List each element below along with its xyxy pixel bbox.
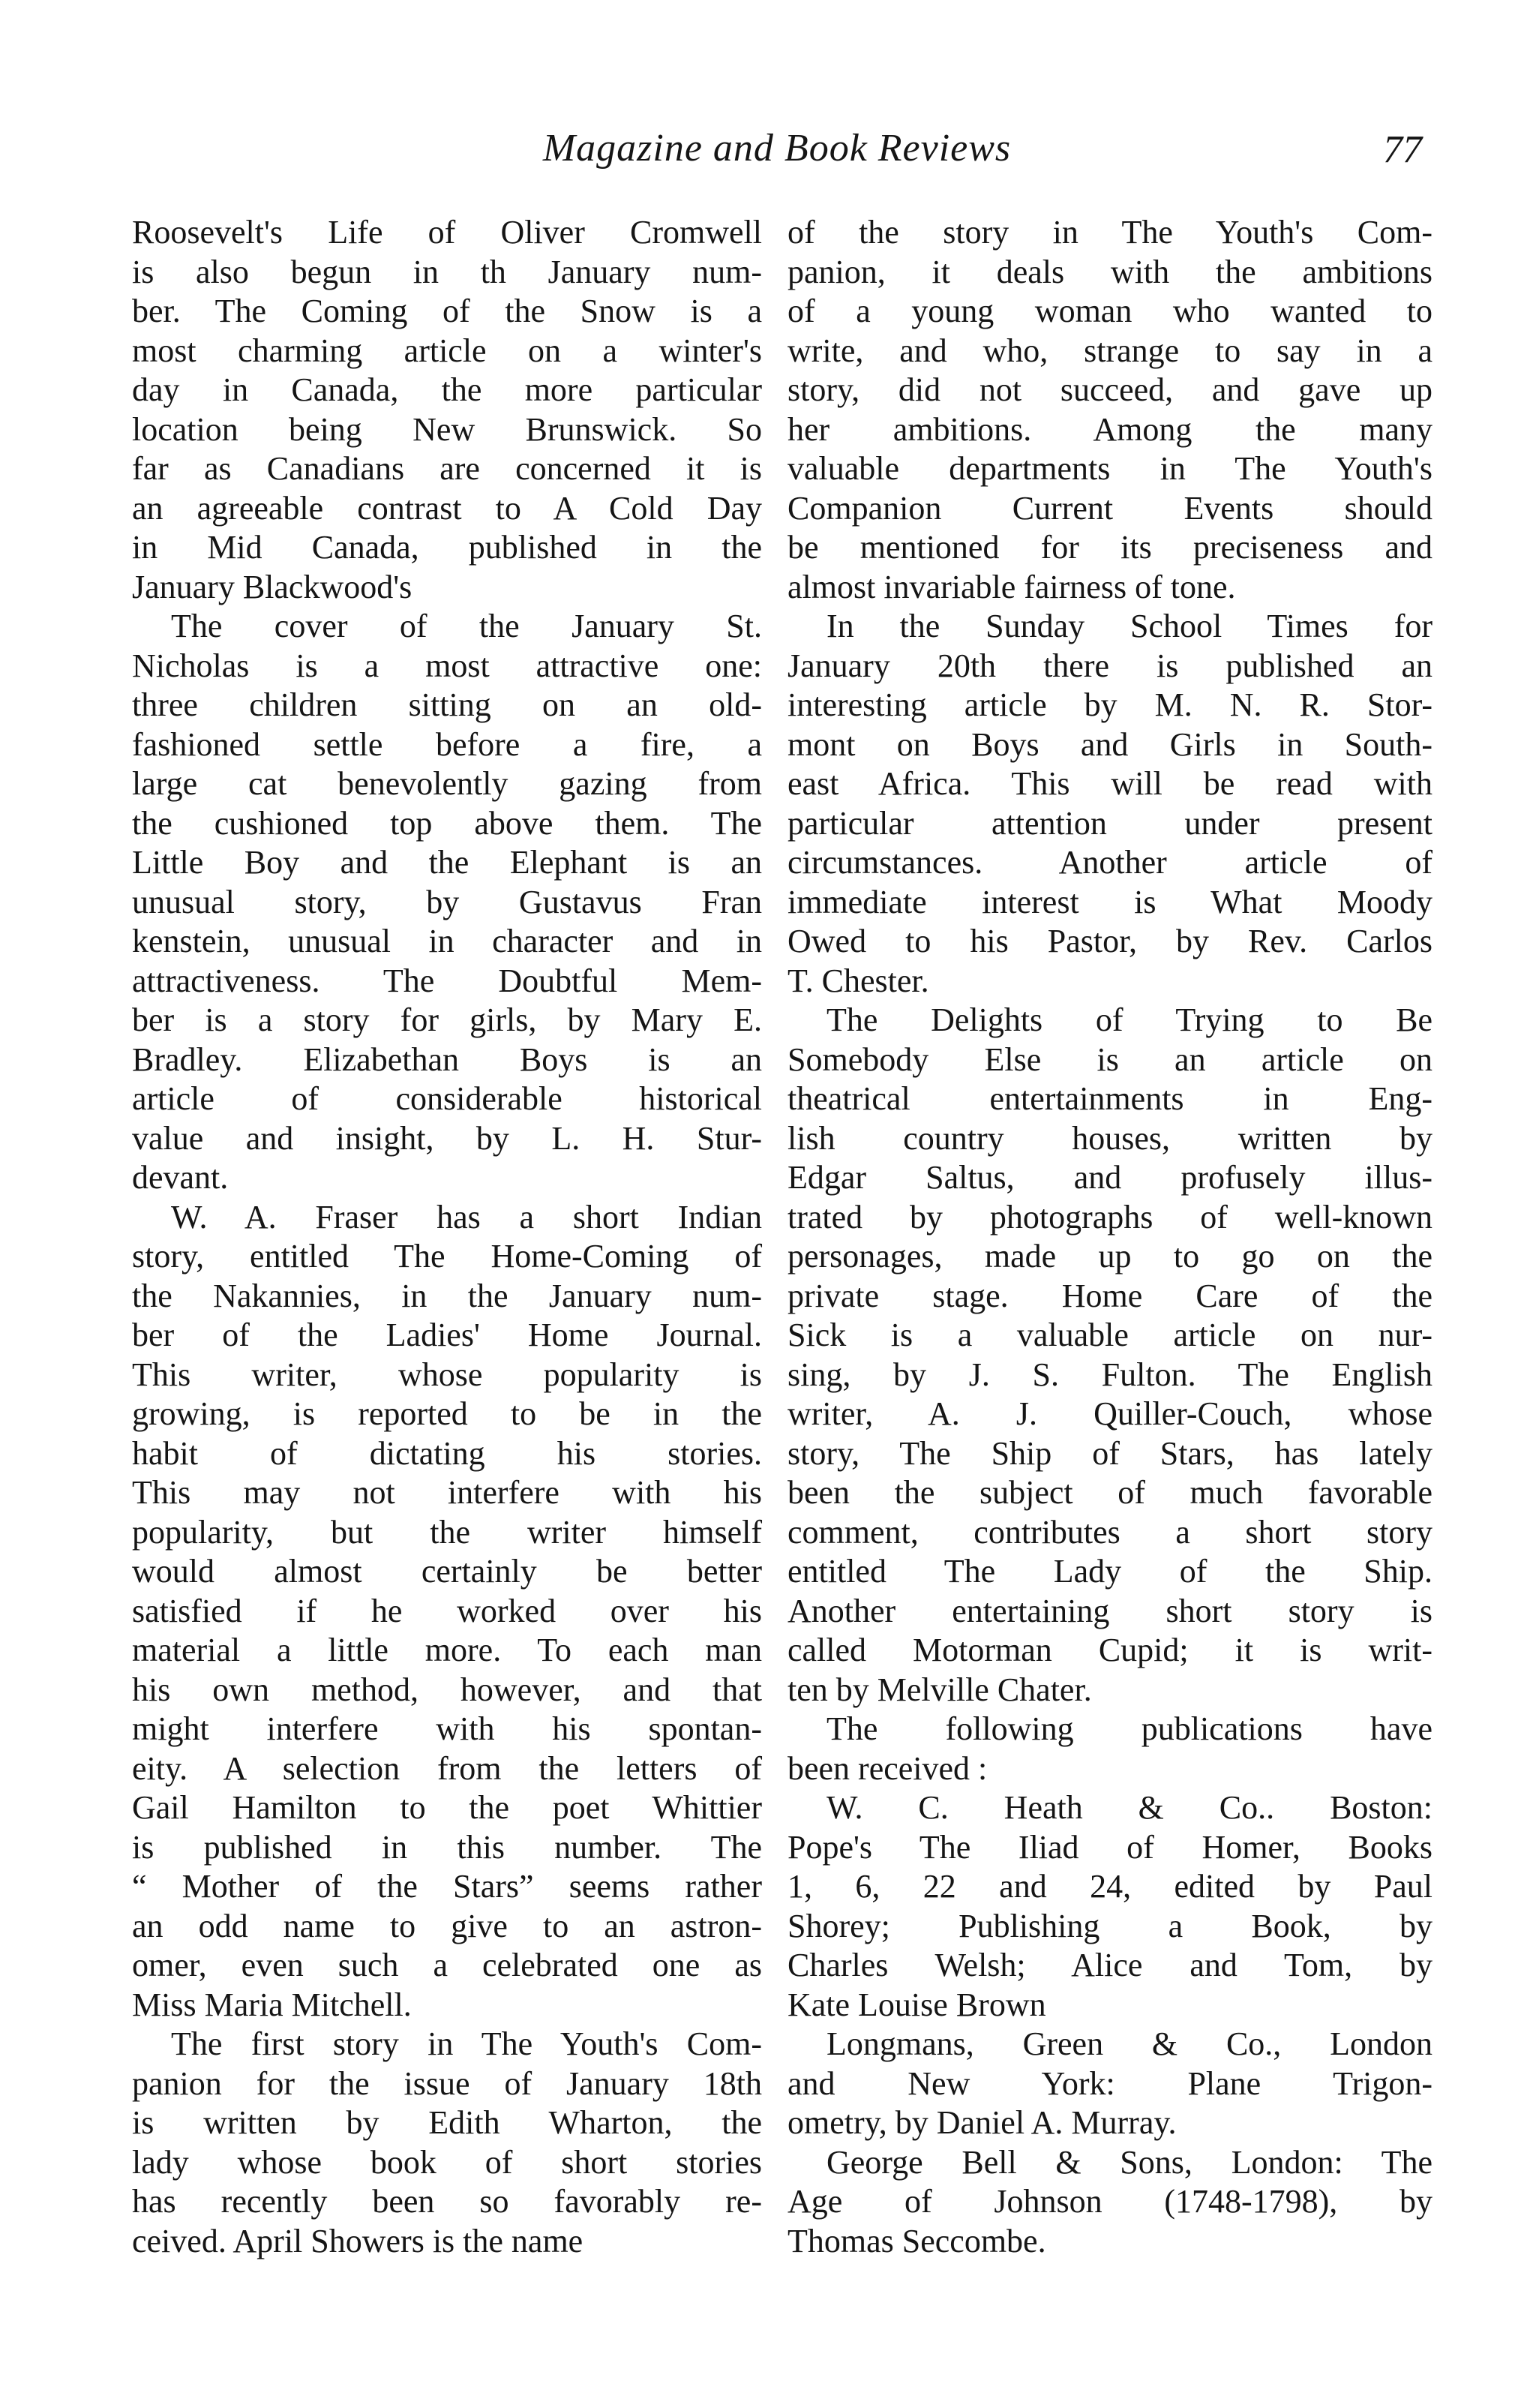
text-line: article of considerable historical: [132, 1080, 762, 1117]
text-line: be mentioned for its preciseness and: [788, 529, 1432, 566]
text-line: story, did not succeed, and gave up: [788, 371, 1432, 408]
running-title: Magazine and Book Reviews: [542, 127, 1012, 170]
text-line: write, and who, strange to say in a: [788, 332, 1432, 369]
paragraph: [788, 213, 1432, 607]
text-line: Roosevelt's Life of Oliver Cromwell: [132, 214, 762, 251]
text-line: private stage. Home Care of the: [788, 1277, 1432, 1314]
text-line: writer, A. J. Quiller-Couch, whose: [788, 1395, 1432, 1432]
text-line: fashioned settle before a fire, a: [132, 725, 762, 763]
text-line: her ambitions. Among the many: [788, 410, 1432, 448]
page-number: 77: [1383, 128, 1422, 171]
text-line: Companion Current Events should: [788, 489, 1432, 527]
left-column: [132, 213, 762, 2261]
text-line: ceived. April Showers is the name: [132, 2222, 584, 2259]
text-line: January 20th there is published an: [788, 647, 1432, 684]
text-line: ber is a story for girls, by Mary E.: [132, 1001, 762, 1038]
text-line: ber of the Ladies' Home Journal.: [132, 1317, 762, 1353]
text-line: large cat benevolently gazing from: [132, 765, 762, 802]
text-line: of the story in The Youth's Com-: [788, 214, 1432, 251]
text-line: Gail Hamilton to the poet Whittier: [132, 1789, 762, 1826]
paragraph: [788, 2143, 1432, 2262]
text-line: Pope's The Iliad of Homer, Books: [788, 1828, 1432, 1866]
text-line: interesting article by M. N. R. Stor-: [788, 686, 1432, 723]
text-line: value and insight, by L. H. Stur-: [132, 1119, 762, 1157]
text-line: the Nakannies, in the January num-: [132, 1277, 762, 1314]
text-line: panion, it deals with the ambitions: [788, 253, 1432, 290]
right-column: [788, 213, 1432, 2261]
paragraph: [788, 1001, 1432, 1710]
text-line: Thomas Seccombe.: [788, 2222, 1046, 2259]
text-line: Kate Louise Brown: [788, 1986, 1046, 2023]
text-line: George Bell & Sons, London: The: [826, 2143, 1432, 2181]
text-line: T. Chester.: [788, 962, 929, 999]
text-line: Edgar Saltus, and profusely illus-: [788, 1159, 1432, 1196]
text-line: satisfied if he worked over his: [132, 1592, 762, 1629]
text-line: been the subject of much favorable: [788, 1474, 1432, 1511]
text-line: In the Sunday School Times for: [826, 608, 1432, 644]
text-line: far as Canadians are concerned it is: [132, 450, 762, 487]
text-line: ber. The Coming of the Snow is a: [132, 293, 762, 329]
text-line: story, The Ship of Stars, has lately: [788, 1434, 1432, 1472]
text-line: The cover of the January St.: [171, 608, 762, 644]
text-line: W. A. Fraser has a short Indian: [171, 1198, 762, 1236]
text-line: of a young woman who wanted to: [788, 293, 1432, 329]
text-line: three children sitting on an old-: [132, 686, 762, 723]
text-line: habit of dictating his stories.: [132, 1434, 762, 1472]
paragraph: [788, 2025, 1432, 2143]
paragraph: [132, 607, 762, 1198]
text-line: immediate interest is What Moody: [788, 883, 1432, 920]
text-line: Age of Johnson (1748-1798), by: [788, 2183, 1432, 2220]
text-line: the cushioned top above them. The: [132, 804, 762, 842]
text-line: Little Boy and the Elephant is an: [132, 844, 762, 881]
text-line: mont on Boys and Girls in South-: [788, 725, 1432, 763]
text-line: is also begun in th January num-: [132, 253, 762, 290]
text-line: might interfere with his spontan-: [132, 1710, 762, 1747]
text-line: location being New Brunswick. So: [132, 410, 762, 448]
text-line: almost invariable fairness of tone.: [788, 568, 1236, 605]
text-line: Owed to his Pastor, by Rev. Carlos: [788, 923, 1432, 959]
paragraph: [788, 1788, 1432, 2025]
text-line: The first story in The Youth's Com-: [171, 2025, 762, 2062]
paragraph: [132, 2025, 762, 2261]
text-line: has recently been so favorably re-: [132, 2183, 762, 2220]
text-line: lady whose book of short stories: [132, 2143, 762, 2181]
text-line: is published in this number. The: [132, 1828, 762, 1866]
text-line: Bradley. Elizabethan Boys is an: [132, 1040, 762, 1078]
text-line: is written by Edith Wharton, the: [132, 2104, 762, 2141]
text-line: kenstein, unusual in character and in: [132, 923, 762, 959]
text-line: attractiveness. The Doubtful Mem-: [132, 962, 762, 999]
paragraph: [788, 1710, 1432, 1788]
text-line: Shorey; Publishing a Book, by: [788, 1907, 1432, 1944]
text-line: material a little more. To each man: [132, 1632, 762, 1668]
text-line: Nicholas is a most attractive one:: [132, 647, 762, 684]
paragraph: [132, 1198, 762, 2025]
text-line: comment, contributes a short story: [788, 1513, 1432, 1551]
text-line: and New York: Plane Trigon-: [788, 2064, 1432, 2102]
text-line: 1, 6, 22 and 24, edited by Paul: [788, 1868, 1432, 1905]
text-line: personages, made up to go on the: [788, 1238, 1432, 1275]
text-line: W. C. Heath & Co.. Boston:: [826, 1789, 1432, 1826]
text-line: unusual story, by Gustavus Fran: [132, 883, 762, 920]
text-line: trated by photographs of well-known: [788, 1198, 1432, 1236]
text-line: Sick is a valuable article on nur-: [788, 1317, 1432, 1353]
text-line: “ Mother of the Stars” seems rather: [132, 1868, 762, 1905]
text-line: Longmans, Green & Co., London: [826, 2025, 1432, 2062]
text-line: lish country houses, written by: [788, 1119, 1432, 1157]
text-line: sing, by J. S. Fulton. The English: [788, 1356, 1432, 1393]
text-line: ten by Melville Chater.: [788, 1671, 1092, 1708]
text-line: valuable departments in The Youth's: [788, 450, 1432, 487]
text-line: story, entitled The Home-Coming of: [132, 1238, 762, 1275]
text-line: The following publications have: [826, 1710, 1432, 1747]
page-header: [132, 126, 1422, 186]
paragraph: [132, 213, 762, 607]
text-line: This writer, whose popularity is: [132, 1356, 762, 1393]
text-line: his own method, however, and that: [132, 1671, 762, 1708]
text-line: been received :: [788, 1749, 988, 1787]
text-line: omer, even such a celebrated one as: [132, 1947, 762, 1983]
text-line: particular attention under present: [788, 804, 1432, 842]
text-line: This may not interfere with his: [132, 1474, 762, 1511]
text-line: would almost certainly be better: [132, 1553, 762, 1590]
text-line: most charming article on a winter's: [132, 332, 762, 369]
text-line: growing, is reported to be in the: [132, 1395, 762, 1432]
text-line: panion for the issue of January 18th: [132, 2064, 762, 2102]
text-line: devant.: [132, 1159, 229, 1196]
text-line: day in Canada, the more particular: [132, 371, 762, 408]
text-line: ometry, by Daniel A. Murray.: [788, 2104, 1177, 2141]
text-line: an odd name to give to an astron-: [132, 1907, 762, 1944]
text-line: Another entertaining short story is: [788, 1592, 1432, 1629]
text-line: called Motorman Cupid; it is writ-: [788, 1632, 1432, 1668]
text-line: January Blackwood's: [132, 568, 412, 605]
text-line: Somebody Else is an article on: [788, 1040, 1432, 1078]
text-line: The Delights of Trying to Be: [826, 1001, 1432, 1038]
text-line: Charles Welsh; Alice and Tom, by: [788, 1947, 1432, 1983]
text-line: east Africa. This will be read with: [788, 765, 1432, 802]
text-line: in Mid Canada, published in the: [132, 529, 762, 566]
text-line: circumstances. Another article of: [788, 844, 1432, 881]
text-line: Miss Maria Mitchell.: [132, 1986, 412, 2023]
text-line: popularity, but the writer himself: [132, 1513, 762, 1551]
text-line: theatrical entertainments in Eng-: [788, 1080, 1432, 1117]
text-line: an agreeable contrast to A Cold Day: [132, 489, 762, 527]
text-line: entitled The Lady of the Ship.: [788, 1553, 1432, 1590]
text-line: eity. A selection from the letters of: [132, 1749, 762, 1787]
paragraph: [788, 607, 1432, 1001]
